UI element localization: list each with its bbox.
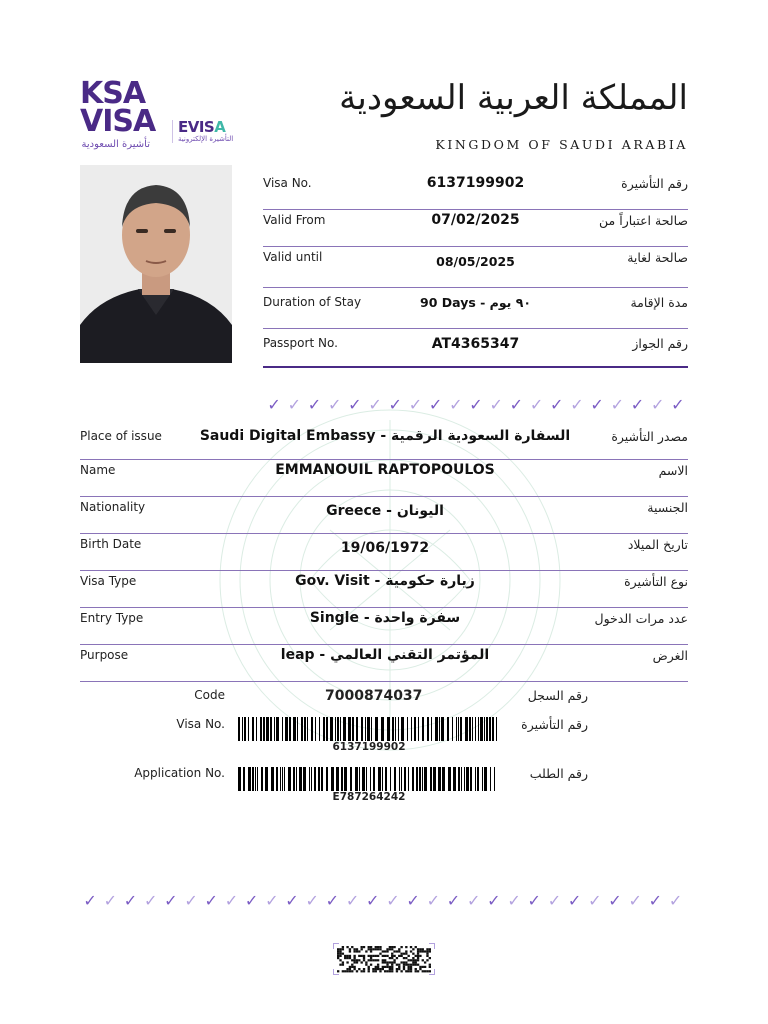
field-label-arabic: صالحة لغاية <box>627 250 688 265</box>
detail-value: Greece - اليونان <box>326 503 444 519</box>
application-number-barcode <box>238 767 500 791</box>
field-label: Visa No. <box>263 176 312 190</box>
detail-label-arabic: الجنسية <box>647 500 688 515</box>
detail-value: EMMANOUIL RAPTOPOULOS <box>275 462 495 478</box>
ksa-visa-logo <box>80 76 156 150</box>
detail-row-purpose <box>80 644 688 682</box>
field-row-visa-no <box>263 172 688 210</box>
detail-row-visa-type <box>80 570 688 608</box>
decorative-check-strip-top: ✓ ✓ ✓ ✓ ✓ ✓ ✓ ✓ ✓ ✓ ✓ ✓ ✓ ✓ ✓ ✓ ✓ ✓ ✓ ✓ ✓ <box>267 395 685 414</box>
detail-label: Nationality <box>80 500 146 514</box>
visa-no-label: Visa No. <box>176 717 225 731</box>
field-label-arabic: رقم الجواز <box>632 336 688 351</box>
detail-value: leap - المؤتمر التقني العالمي <box>280 647 490 663</box>
evisa-logo <box>172 120 233 143</box>
detail-label-arabic: تاريخ الميلاد <box>627 537 688 552</box>
field-value: 08/05/2025 <box>436 254 515 269</box>
kingdom-arabic-title: المملكة العربية السعودية <box>339 78 688 118</box>
field-label: Duration of Stay <box>263 295 362 309</box>
field-label-arabic: رقم التأشيرة <box>621 176 688 191</box>
detail-label: Place of issue <box>80 429 162 443</box>
detail-label: Purpose <box>80 648 129 662</box>
holder-photo <box>80 165 232 363</box>
field-value: 90 Days - ٩٠ يوم <box>420 295 531 310</box>
detail-label-arabic: الغرض <box>652 648 688 663</box>
code-label: Code <box>194 688 225 702</box>
detail-label-arabic: الاسم <box>658 463 688 478</box>
visa-no-label-arabic: رقم التأشيرة <box>521 717 588 732</box>
field-row-passport <box>263 328 688 368</box>
visa-barcode-number: 6137199902 <box>332 741 406 753</box>
field-label: Valid until <box>263 250 323 264</box>
detail-label: Name <box>80 463 116 477</box>
detail-value: Gov. Visit - زيارة حكومية <box>295 573 475 589</box>
field-row-duration <box>263 287 688 329</box>
detail-value: Single - سفرة واحدة <box>309 610 461 626</box>
field-row-valid-until <box>263 246 688 288</box>
evisa-logo-main: EVIS <box>178 118 215 136</box>
field-label: Passport No. <box>263 336 338 350</box>
application-no-label-arabic: رقم الطلب <box>529 766 588 781</box>
evisa-logo-arabic: التأشيرة الإلكترونية <box>178 135 234 143</box>
detail-row-place-of-issue <box>80 425 688 460</box>
kingdom-english-title: KINGDOM OF SAUDI ARABIA <box>435 137 688 152</box>
field-value: 6137199902 <box>426 175 525 191</box>
visa-number-barcode <box>238 717 500 741</box>
ksa-logo-arabic: تأشيرة السعودية <box>81 139 150 150</box>
verification-qr-code <box>333 943 435 975</box>
ksa-logo-line1: KSA <box>80 76 146 111</box>
application-barcode-number: E787264242 <box>332 791 406 803</box>
detail-label-arabic: مصدر التأشيرة <box>611 429 688 444</box>
code-value: 7000874037 <box>325 688 423 704</box>
evisa-logo-accent: A <box>214 118 226 136</box>
detail-row-name <box>80 459 688 497</box>
field-label-arabic: مدة الإقامة <box>630 295 688 310</box>
ksa-logo-line2: VISA <box>80 104 156 139</box>
application-no-label: Application No. <box>134 766 225 780</box>
detail-label: Entry Type <box>80 611 144 625</box>
detail-row-birth-date <box>80 533 688 571</box>
detail-label: Birth Date <box>80 537 142 551</box>
detail-row-entry-type <box>80 607 688 645</box>
code-label-arabic: رقم السجل <box>527 688 588 703</box>
detail-row-nationality <box>80 496 688 534</box>
detail-value: 19/06/1972 <box>340 540 430 556</box>
field-row-valid-from <box>263 209 688 247</box>
decorative-check-strip-bottom: ✓ ✓ ✓ ✓ ✓ ✓ ✓ ✓ ✓ ✓ ✓ ✓ ✓ ✓ ✓ ✓ ✓ ✓ ✓ ✓ ✓ ✓ ✓ ✓ ✓ ✓ ✓ ✓ ✓ ✓ <box>83 891 683 910</box>
detail-label-arabic: عدد مرات الدخول <box>594 611 688 626</box>
field-value: AT4365347 <box>431 336 520 352</box>
field-label: Valid From <box>263 213 326 227</box>
detail-label-arabic: نوع التأشيرة <box>624 574 688 589</box>
field-label-arabic: صالحة اعتباراً من <box>599 213 688 228</box>
field-value: 07/02/2025 <box>431 212 520 228</box>
detail-label: Visa Type <box>80 574 137 588</box>
detail-value: Saudi Digital Embassy - السفارة السعودية الرقمية <box>199 428 571 444</box>
